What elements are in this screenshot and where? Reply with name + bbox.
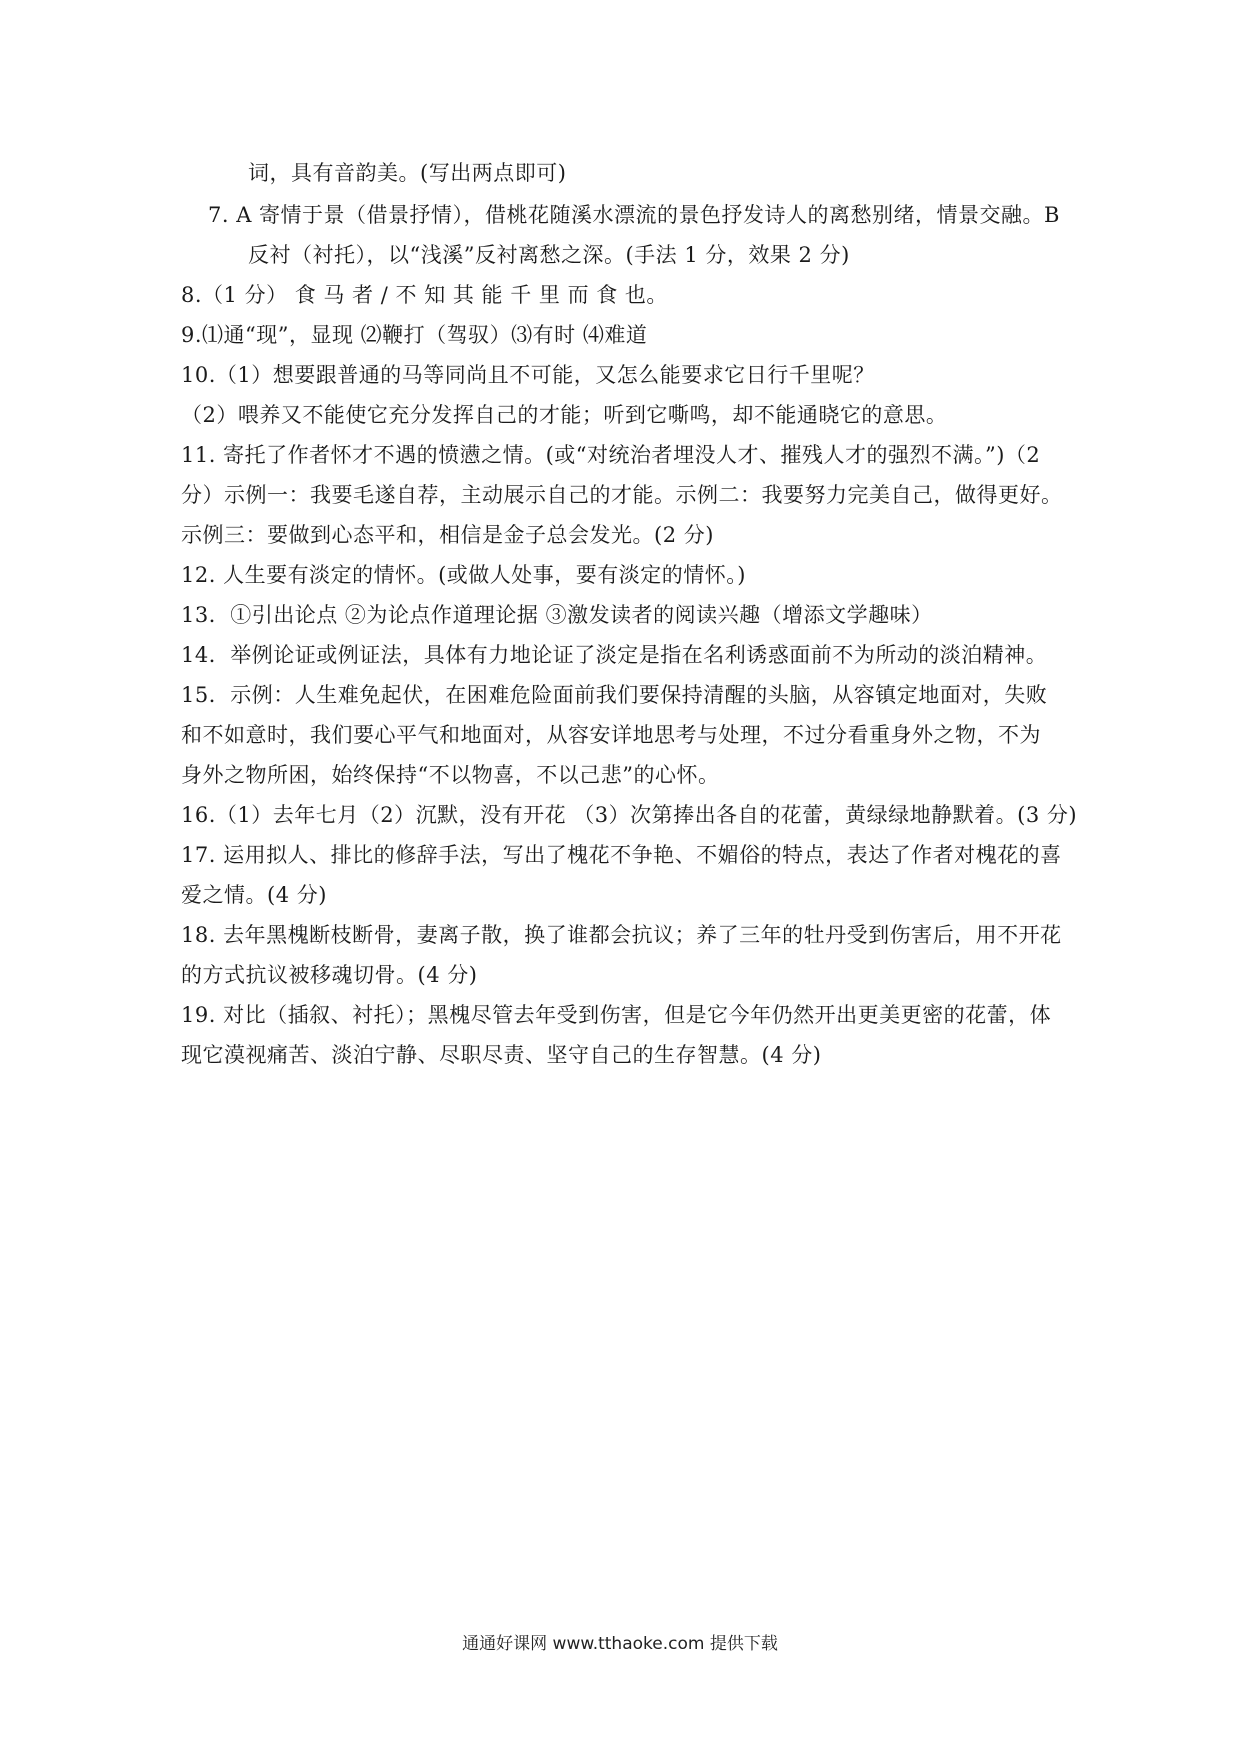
answer-line-12: 13．①引出论点 ②为论点作道理论据 ③激发读者的阅读兴趣（增添文学趣味）: [181, 603, 933, 627]
answer-line-8: 11. 寄托了作者怀才不遇的愤懑之情。(或“对统治者埋没人才、摧残人才的强烈不满。”)（2: [181, 443, 1041, 467]
answer-line-16: 身外之物所困，始终保持“不以物喜，不以己悲”的心怀。: [181, 763, 720, 787]
answer-line-21: 的方式抗议被移魂切骨。(4 分): [181, 963, 478, 987]
answer-line-20: 18. 去年黑槐断枝断骨，妻离子散，换了谁都会抗议；养了三年的牡丹受到伤害后，用不开花: [181, 923, 1062, 947]
answer-line-1: 词，具有音韵美。(写出两点即可): [248, 161, 567, 185]
answer-line-23: 现它漠视痛苦、淡泊宁静、尽职尽责、坚守自己的生存智慧。(4 分): [181, 1043, 822, 1067]
answer-line-10: 示例三：要做到心态平和，相信是金子总会发光。(2 分): [181, 523, 714, 547]
answer-line-18: 17. 运用拟人、排比的修辞手法，写出了槐花不争艳、不媚俗的特点，表达了作者对槐花的喜: [181, 843, 1062, 867]
answer-line-15: 和不如意时，我们要心平气和地面对，从容安详地思考与处理，不过分看重身外之物，不为: [181, 723, 1041, 747]
answer-line-9: 分）示例一：我要毛遂自荐，主动展示自己的才能。示例二：我要努力完美自己，做得更好。: [181, 483, 1063, 507]
answer-line-22: 19. 对比（插叙、衬托）；黑槐尽管去年受到伤害，但是它今年仍然开出更美更密的花蕾，体: [181, 1003, 1052, 1027]
answer-line-5: 9.⑴通“现”，显现 ⑵鞭打（驾驭）⑶有时 ⑷难道: [181, 323, 648, 347]
answer-line-6: 10.（1）想要跟普通的马等同尚且不可能，又怎么能要求它日行千里呢？: [181, 363, 875, 387]
answer-line-4: 8.（1 分） 食 马 者 / 不 知 其 能 千 里 而 食 也。: [181, 283, 668, 307]
answer-line-17: 16.（1）去年七月（2）沉默，没有开花 （3）次第捧出各自的花蕾，黄绿绿地静默着。(3 分): [181, 803, 1078, 827]
answer-line-7: （2）喂养又不能使它充分发挥自己的才能；听到它嘶鸣，却不能通晓它的意思。: [181, 403, 948, 427]
answer-line-19: 爱之情。(4 分): [181, 883, 327, 907]
page-footer: 通通好课网 www.tthaoke.com 提供下载: [462, 1634, 778, 1654]
answer-line-11: 12. 人生要有淡定的情怀。(或做人处事，要有淡定的情怀。): [181, 563, 746, 587]
answer-line-14: 15．示例：人生难免起伏，在困难危险面前我们要保持清醒的头脑，从容镇定地面对，失败: [181, 683, 1048, 707]
answer-line-3: 反衬（衬托），以“浅溪”反衬离愁之深。(手法 1 分，效果 2 分): [248, 243, 850, 267]
answer-line-13: 14．举例论证或例证法，具体有力地论证了淡定是指在名利诱惑面前不为所动的淡泊精神。: [181, 643, 1048, 667]
answer-line-2: 7. A 寄情于景（借景抒情），借桃花随溪水漂流的景色抒发诗人的离愁别绪，情景交融。B: [208, 203, 1060, 227]
